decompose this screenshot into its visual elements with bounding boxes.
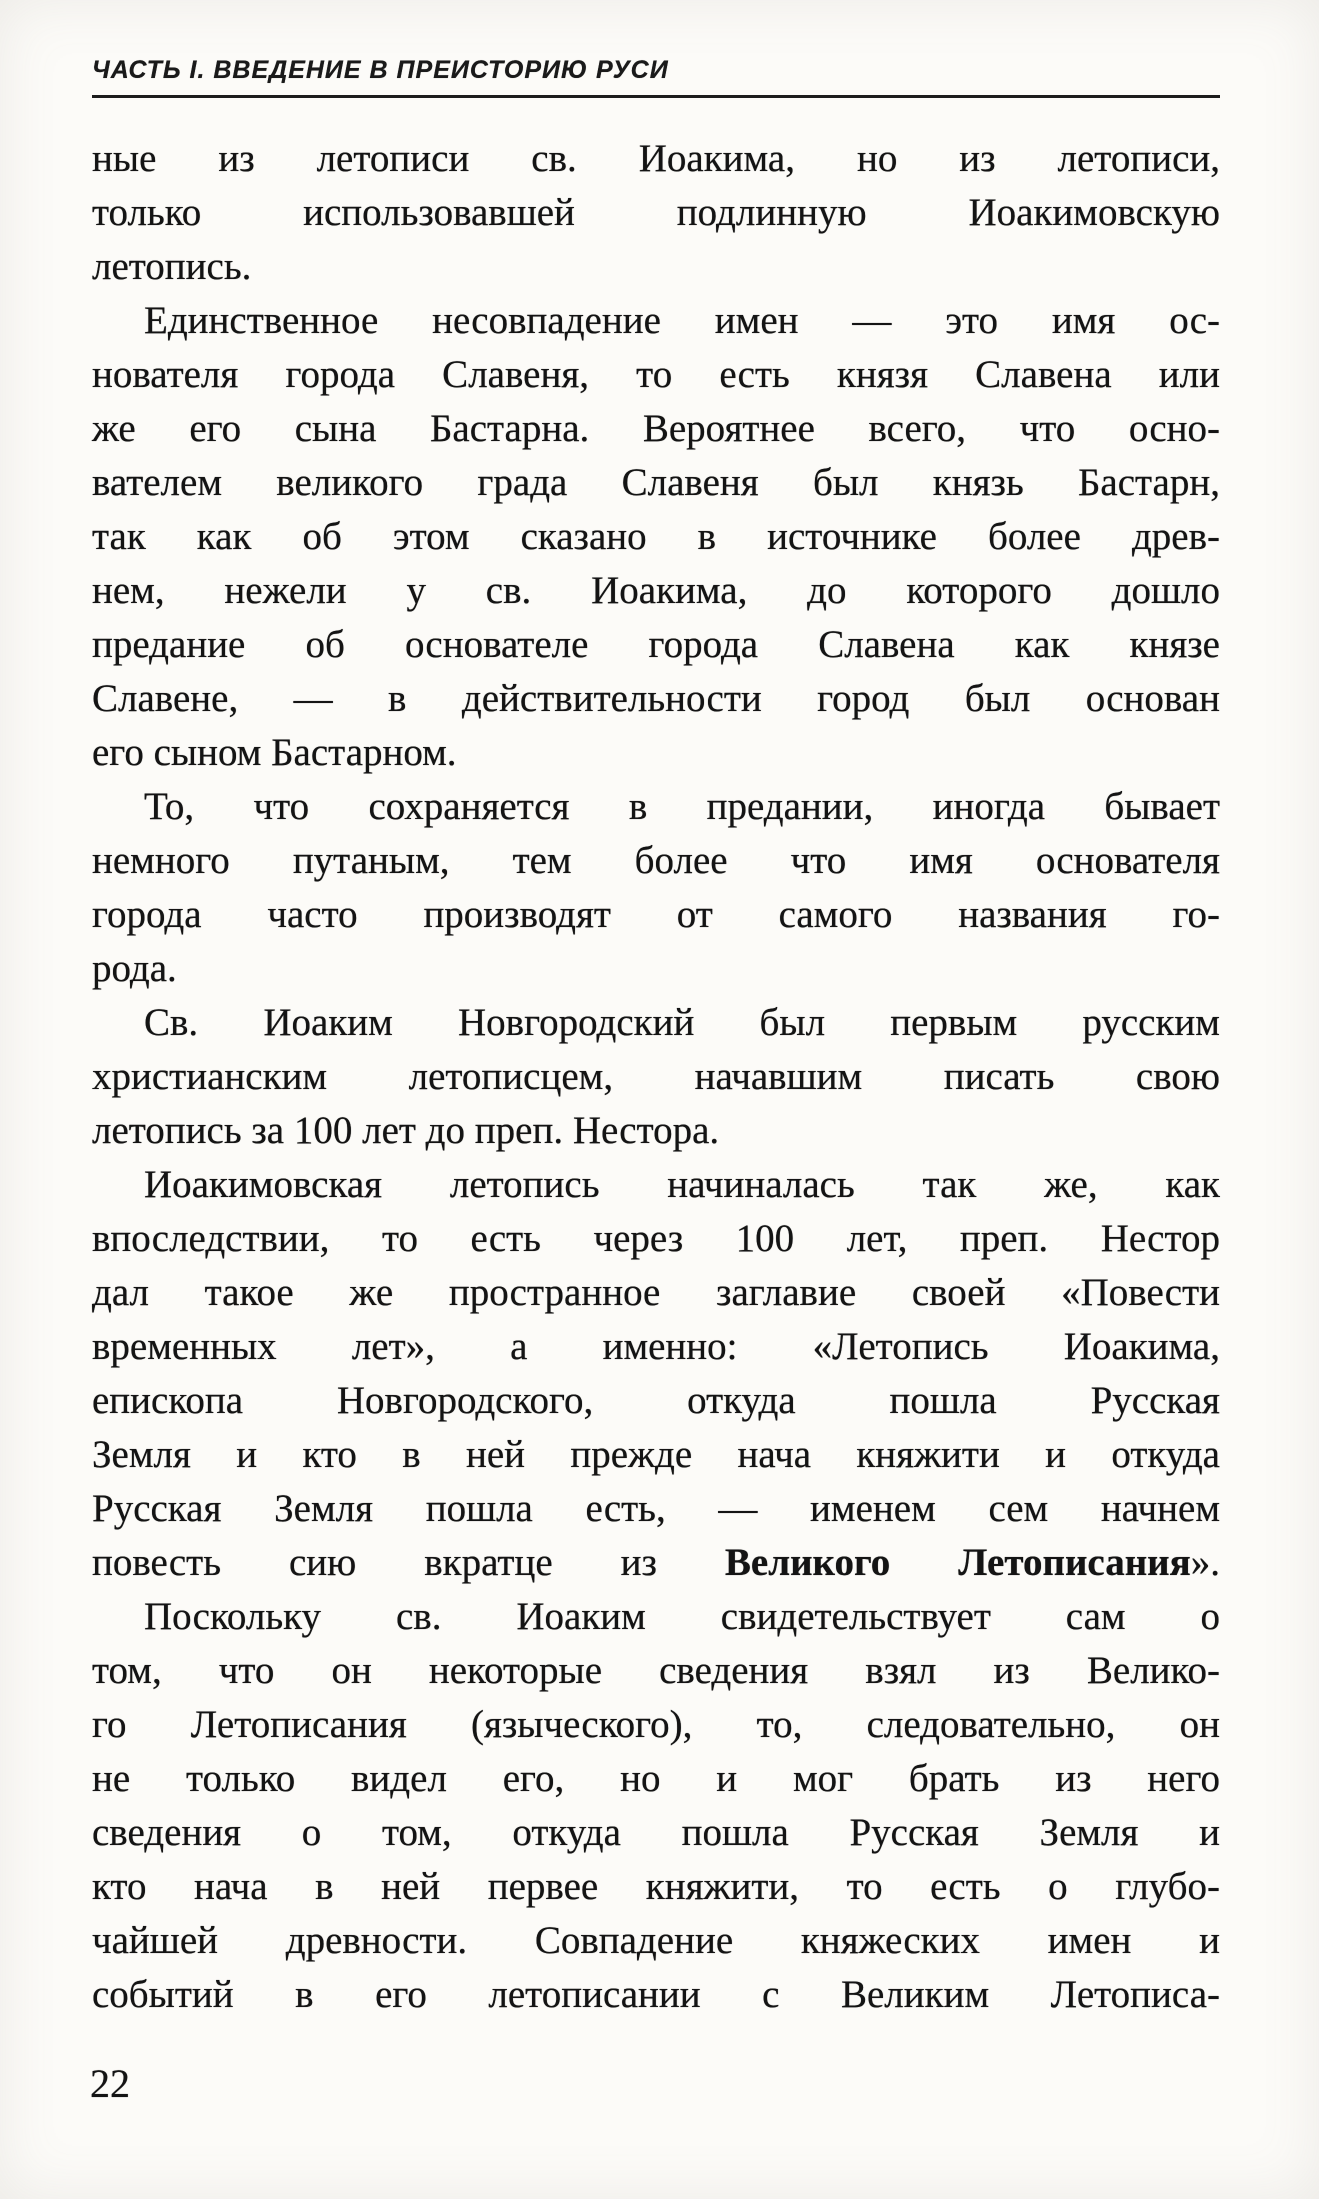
text-line: чайшей древности. Совпадение княжеских имен и — [92, 1919, 1220, 1962]
text-line: летопись за 100 лет до преп. Нестора. — [92, 1109, 720, 1152]
text-line: нователя города Славеня, то есть князя Славена или — [92, 353, 1220, 396]
text-line: так как об этом сказано в источнике более древ- — [92, 515, 1220, 558]
running-header — [92, 56, 1220, 98]
text-line: Единственное несовпадение имен — это имя ос- — [144, 299, 1220, 342]
text-line: его сыном Бастарном. — [92, 731, 457, 774]
text-line: Поскольку св. Иоаким свидетельствует сам о — [144, 1595, 1220, 1638]
text-line: не только видел его, но и мог брать из него — [92, 1757, 1220, 1800]
text-line: рода. — [92, 947, 177, 990]
text-line: сведения о том, откуда пошла Русская Земля и — [92, 1811, 1220, 1854]
text-line: Русская Земля пошла есть, — именем сем начнем — [92, 1487, 1220, 1530]
text-line: том, что он некоторые сведения взял из Велико- — [92, 1649, 1220, 1692]
text-line: повесть сию вкратце из Великого Летописания». — [92, 1541, 1220, 1584]
text-line: временных лет», а именно: «Летопись Иоакима, — [92, 1325, 1220, 1368]
text-line: То, что сохраняется в предании, иногда бывает — [144, 785, 1220, 828]
text-line: ные из летописи св. Иоакима, но из летописи, — [92, 137, 1220, 180]
text-line: только использовавшей подлинную Иоакимовскую — [92, 191, 1220, 234]
text-line: впоследствии, то есть через 100 лет, преп. Нестор — [92, 1217, 1220, 1260]
text-line: дал такое же пространное заглавие своей «Повести — [92, 1271, 1220, 1314]
text-line: Св. Иоаким Новгородский был первым русским — [144, 1001, 1220, 1044]
text-line: Земля и кто в ней прежде нача княжити и откуда — [92, 1433, 1220, 1476]
text-line: кто нача в ней первее княжити, то есть о глубо- — [92, 1865, 1220, 1908]
text-line: летопись. — [92, 245, 252, 288]
page-body — [92, 132, 1220, 2022]
text-line: Иоакимовская летопись начиналась так же, как — [144, 1163, 1220, 1206]
text-line: немного путаным, тем более что имя основателя — [92, 839, 1220, 882]
text-line: вателем великого града Славеня был князь Бастарн, — [92, 461, 1220, 504]
paragraph — [92, 780, 1220, 996]
bold-text: Великого Летописания — [724, 1541, 1191, 1584]
page-number: 22 — [90, 2061, 130, 2106]
paragraph — [92, 294, 1220, 780]
paragraph — [92, 1590, 1220, 2022]
paragraph — [92, 996, 1220, 1158]
paragraph — [92, 1158, 1220, 1590]
running-header-text: ЧАСТЬ I. ВВЕДЕНИЕ В ПРЕИСТОРИЮ РУСИ — [92, 56, 669, 84]
text-line: же его сына Бастарна. Вероятнее всего, что осно- — [92, 407, 1220, 450]
text-line: города часто производят от самого названия го- — [92, 893, 1220, 936]
text-line: Славене, — в действительности город был основан — [92, 677, 1220, 720]
text-line: событий в его летописании с Великим Летописа- — [92, 1973, 1220, 2016]
text-line: предание об основателе города Славена как князе — [92, 623, 1220, 666]
text-line: нем, нежели у св. Иоакима, до которого дошло — [92, 569, 1220, 612]
text-line: христианским летописцем, начавшим писать свою — [92, 1055, 1220, 1098]
text-line: го Летописания (языческого), то, следовательно, он — [92, 1703, 1220, 1746]
paragraph — [92, 132, 1220, 294]
text-line: епископа Новгородского, откуда пошла Русская — [92, 1379, 1220, 1422]
